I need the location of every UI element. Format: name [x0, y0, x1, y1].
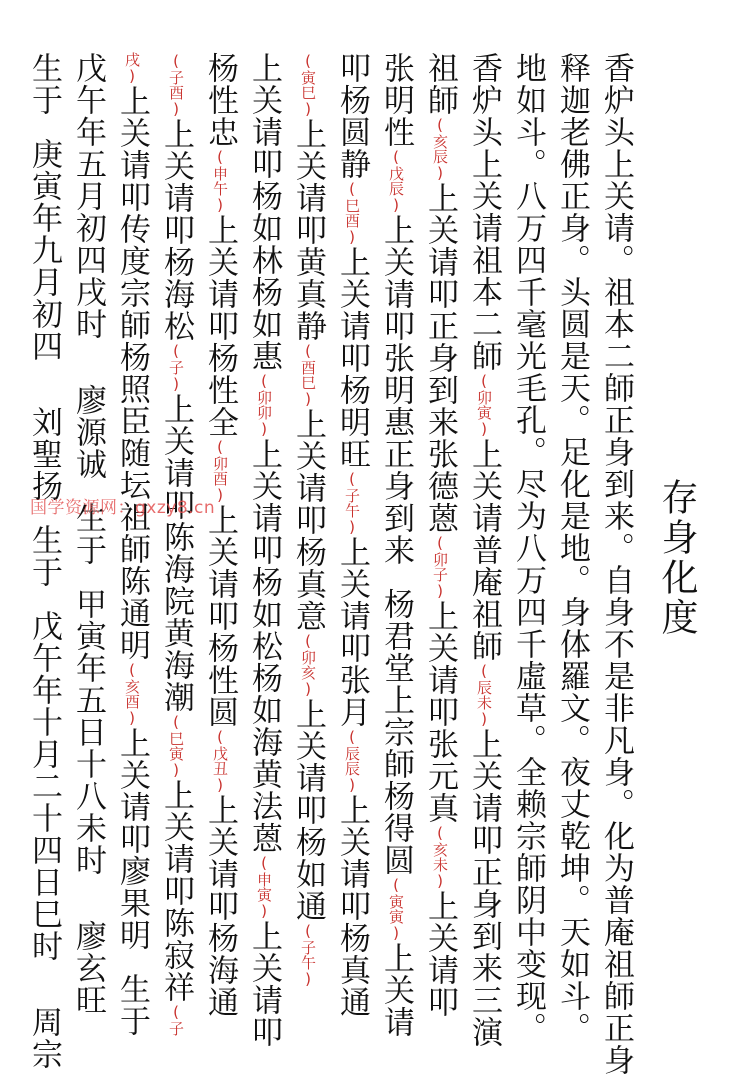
- text-segment: 上关请叩张明惠正身到来: [378, 214, 414, 566]
- branch-annotation: (亥酉): [123, 661, 141, 727]
- spacer: [132, 951, 133, 973]
- text-column: [244, 52, 284, 1048]
- spacer: [44, 116, 45, 138]
- text-segment: 叩杨圆静: [334, 52, 370, 180]
- spacer: [88, 340, 89, 384]
- text-segment: 庚寅年九月初四: [26, 138, 62, 362]
- text-segment: 生于: [26, 524, 62, 588]
- watermark: 国学资源网：gxzy8.cn: [30, 498, 216, 518]
- branch-annotation: (卯寅): [475, 372, 493, 438]
- text-column: [508, 52, 548, 1044]
- branch-annotation: 戌): [123, 52, 141, 85]
- text-column: [68, 52, 108, 1032]
- text-segment: 上关请叩杨明旺: [334, 246, 370, 470]
- text-column: [332, 52, 372, 1032]
- page-title: 存身化度: [655, 478, 698, 638]
- branch-annotation: (申午): [211, 148, 229, 214]
- text-segment: 上关请叩传度宗師杨照臣随坛祖師陈通明: [114, 85, 150, 661]
- text-segment: 上关请叩杨如林杨如惠: [246, 52, 282, 372]
- text-segment: 上关请叩杨海松: [158, 118, 194, 342]
- text-column: [24, 52, 64, 1070]
- text-segment: 上关请叩杨如松杨如海黄法蒽: [246, 438, 282, 854]
- branch-annotation: (辰辰): [343, 728, 361, 794]
- text-segment: 上关请叩张月: [334, 536, 370, 728]
- spacer: [88, 876, 89, 920]
- branch-annotation: (卯子): [431, 534, 449, 600]
- text-segment: 上关请叩正身到来张德蒽: [422, 182, 458, 534]
- branch-annotation: (子午): [299, 922, 317, 988]
- branch-annotation: (酉巳): [299, 342, 317, 408]
- text-segment: 香炉头上关请祖本二師: [466, 52, 502, 372]
- spacer: [396, 566, 397, 588]
- text-column: [420, 52, 460, 1032]
- text-column: [552, 52, 592, 1044]
- text-segment: 上关请叩: [246, 920, 282, 1048]
- branch-annotation: (卯酉): [211, 438, 229, 504]
- text-segment: 上关请普庵祖師: [466, 438, 502, 662]
- text-segment: 上关请叩黄真静: [290, 118, 326, 342]
- text-segment: 香炉头上关请。祖本二師正身到来。自身不是非凡身。化为普庵祖師正身: [598, 52, 634, 1076]
- text-segment: 甲寅年五日十八未时: [70, 588, 106, 876]
- text-column: [464, 52, 504, 1048]
- text-segment: 上关请叩: [422, 890, 458, 1018]
- text-segment: 杨性忠: [202, 52, 238, 148]
- text-column: [156, 52, 196, 1036]
- text-segment: 上关请叩张元真: [422, 600, 458, 824]
- branch-annotation: (申寅): [255, 854, 273, 920]
- branch-annotation: (子酉): [167, 52, 185, 118]
- text-segment: 戊午年五月初四戌时: [70, 52, 106, 340]
- text-column: [200, 52, 240, 1032]
- text-segment: 廖玄旺: [70, 920, 106, 1016]
- branch-annotation: (巳寅): [167, 713, 185, 779]
- branch-annotation: (亥辰): [431, 116, 449, 182]
- branch-annotation: (辰未): [475, 662, 493, 728]
- spacer: [44, 962, 45, 1006]
- text-segment: 上关请叩杨如通: [290, 698, 326, 922]
- text-column: [596, 52, 636, 1076]
- branch-annotation: (寅寅): [387, 876, 405, 942]
- text-segment: 生于: [26, 52, 62, 116]
- text-segment: 生于: [114, 973, 150, 1037]
- text-segment: 地如斗。八万四千毫光毛孔。尽为八万四千虛草。全赖宗師阴中变现。: [510, 52, 546, 1044]
- text-segment: 上关请叩杨性全: [202, 214, 238, 438]
- branch-annotation: (子): [167, 342, 185, 393]
- branch-annotation: (戊丑): [211, 728, 229, 794]
- branch-annotation: (卯亥): [299, 632, 317, 698]
- text-segment: 上关请叩陈海院黄海潮: [158, 393, 194, 713]
- text-segment: 廖源诚: [70, 384, 106, 480]
- text-segment: 上关请叩杨性圆: [202, 504, 238, 728]
- text-segment: 释迦老佛正身。头圆是天。足化是地。身体羅文。夜丈乾坤。天如斗。: [554, 52, 590, 1044]
- text-segment: 祖師: [422, 52, 458, 116]
- spacer: [44, 588, 45, 610]
- spacer: [88, 566, 89, 588]
- text-segment: 上关请叩廖果明: [114, 727, 150, 951]
- branch-annotation: (寅巳): [299, 52, 317, 118]
- text-column: [288, 52, 328, 1032]
- text-segment: 上关请叩陈寂祥: [158, 779, 194, 1003]
- text-segment: 戊午年十月二十四日巳时: [26, 610, 62, 962]
- text-column: [112, 52, 152, 1037]
- text-segment: 周宗: [26, 1006, 62, 1070]
- branch-annotation: (巳酉): [343, 180, 361, 246]
- branch-annotation: (子午): [343, 470, 361, 536]
- branch-annotation: (子: [167, 1003, 185, 1036]
- text-segment: 上关请叩正身到来三演: [466, 728, 502, 1048]
- text-column: [376, 52, 416, 1038]
- text-segment: 杨君堂上宗師杨得圆: [378, 588, 414, 876]
- text-segment: 张明性: [378, 52, 414, 148]
- text-segment: 上关请叩杨真通: [334, 794, 370, 1018]
- branch-annotation: (卯卯): [255, 372, 273, 438]
- branch-annotation: (亥未): [431, 824, 449, 890]
- text-segment: 生于: [70, 502, 106, 566]
- text-segment: 上关请: [378, 942, 414, 1038]
- text-segment: 上关请叩杨真意: [290, 408, 326, 632]
- text-segment: 上关请叩杨海通: [202, 794, 238, 1018]
- branch-annotation: (戊辰): [387, 148, 405, 214]
- text-segment: 刘聖扬: [26, 406, 62, 502]
- spacer: [44, 362, 45, 406]
